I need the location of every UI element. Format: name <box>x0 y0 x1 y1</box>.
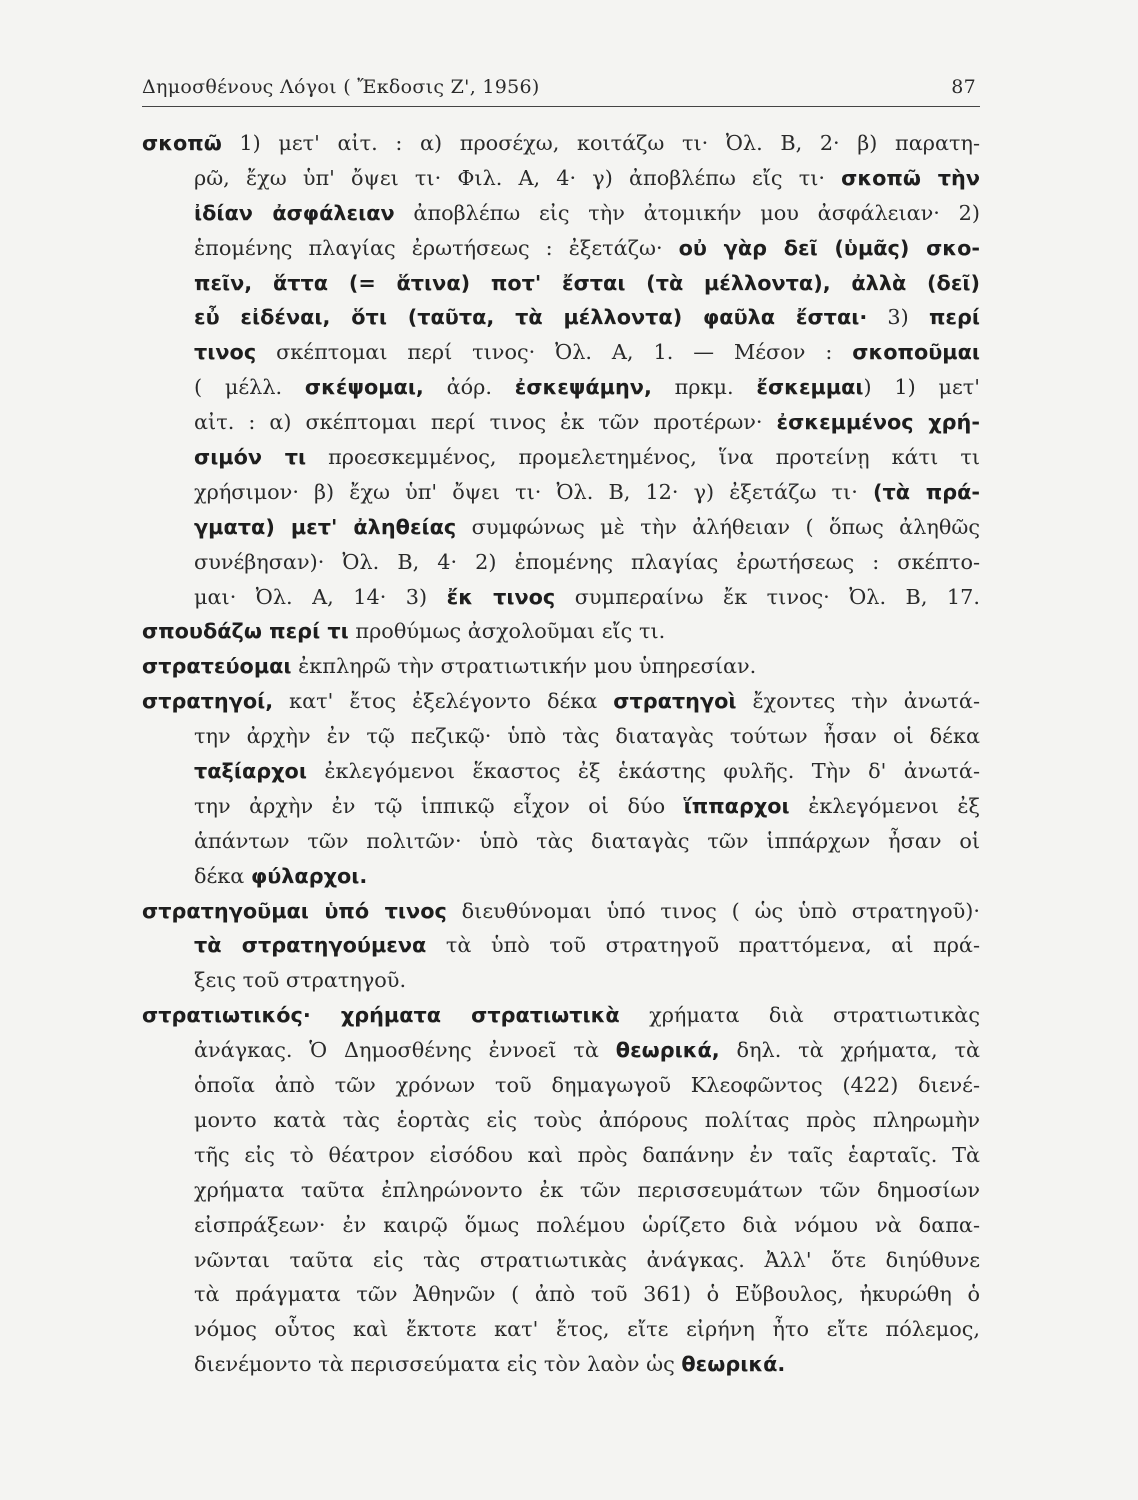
gloss-text: μαι· Ὀλ. Α, 14· 3) <box>194 584 447 609</box>
gloss-text: ) 1) μετ' <box>863 375 980 400</box>
entry-continuation-line <box>142 475 980 510</box>
entry-continuation-line <box>142 719 980 754</box>
entry-continuation-line <box>142 1068 980 1103</box>
entry-continuation-line <box>142 196 980 231</box>
gloss-text: 3) <box>867 305 929 330</box>
gloss-text: χρήματα διὰ στρατιωτικὰς <box>619 1003 980 1028</box>
gloss-text: αἰτ. : α) σκέπτομαι περί τινος ἐκ τῶν προτέρων· <box>194 410 777 435</box>
lemma-text: θεωρικά, <box>615 1038 720 1063</box>
gloss-text: χρήσιμον· β) ἔχω ὑπ' ὄψει τι· Ὀλ. Β, 12· γ) ἐξετάζω τι· <box>194 479 873 504</box>
lemma-text: τὰ στρατηγούμενα <box>194 933 427 958</box>
entry-headword-line <box>142 649 980 684</box>
lemma-text: οὐ γὰρ δεῖ (ὑμᾶς) σκο- <box>678 235 980 260</box>
gloss-text: πρκμ. <box>651 375 757 400</box>
lemma-text: στρατηγοί, <box>142 689 274 714</box>
entry-continuation-line <box>142 300 980 335</box>
gloss-text: ἀποβλέπω εἰς τὴν ἀτομικήν μου ἀσφάλειαν· 2) <box>394 200 980 225</box>
gloss-text: συνέβησαν)· Ὀλ. Β, 4· 2) ἑπομένης πλαγίας ἐρωτήσεως : σκέπτο- <box>194 549 980 574</box>
page-number: 87 <box>951 76 976 98</box>
entry-headword-line <box>142 684 980 719</box>
lemma-text: σπουδάζω περί τι <box>142 619 349 644</box>
running-head <box>142 74 980 107</box>
lemma-text: σιμόν τι <box>194 445 307 470</box>
gloss-text: ἐκλεγόμενοι ἕκαστος ἐξ ἑκάστης φυλῆς. Τὴν δ' ἀνωτά- <box>306 759 980 784</box>
entry-continuation-line <box>142 789 980 824</box>
entry-continuation-line <box>142 824 980 859</box>
entry-continuation-line <box>142 580 980 615</box>
entry-continuation-line <box>142 370 980 405</box>
gloss-text: μοντο κατὰ τὰς ἑορτὰς εἰς τοὺς ἀπόρους πολίτας πρὸς πληρωμὴν <box>194 1107 980 1132</box>
entry-continuation-line <box>142 1208 980 1243</box>
lemma-text: ἔσκεμμαι <box>756 375 864 400</box>
gloss-text: ἑπομένης πλαγίας ἐρωτήσεως : ἐξετάζω· <box>194 235 679 260</box>
lemma-text: εὖ εἰδέναι, ὅτι (ταῦτα, τὰ μέλλοντα) φαῦλα ἔσται· <box>194 305 868 330</box>
lemma-text: ταξίαρχοι <box>194 759 307 784</box>
lemma-text: πεῖν, ἅττα (= ἅτινα) ποτ' ἔσται (τὰ μέλλοντα), ἀλλὰ (δεῖ) <box>194 270 980 295</box>
entry-continuation-line <box>142 859 980 894</box>
dictionary-text <box>142 126 980 1382</box>
entry-continuation-line <box>142 754 980 789</box>
lemma-text: περί <box>928 305 980 330</box>
lemma-text: στρατηγοῦμαι ὑπό τινος <box>142 898 447 923</box>
entry-continuation-line <box>142 335 980 370</box>
entry-headword-line <box>142 126 980 161</box>
entry-continuation-line <box>142 1347 980 1382</box>
entry-continuation-line <box>142 928 980 963</box>
entry-continuation-line <box>142 161 980 196</box>
lemma-text: ἵππαρχοι <box>683 793 790 818</box>
entry-continuation-line <box>142 1277 980 1312</box>
gloss-text: ξεις τοῦ στρατηγοῦ. <box>194 968 407 993</box>
gloss-text: 1) μετ' αἰτ. : α) προσέχω, κοιτάζω τι· Ὀλ. Β, 2· β) παρατη- <box>221 131 980 155</box>
lemma-text: σκέψομαι, <box>304 375 424 400</box>
entry-continuation-line <box>142 510 980 545</box>
entry-headword-line <box>142 998 980 1033</box>
gloss-text: τὰ ὑπὸ τοῦ στρατηγοῦ πραττόμενα, αἱ πρά- <box>426 933 980 958</box>
gloss-text: ρῶ, ἔχω ὑπ' ὄψει τι· Φιλ. Α, 4· γ) ἀποβλέπω εἴς τι· <box>194 165 842 190</box>
gloss-text: χρήματα ταῦτα ἐπληρώνοντο ἐκ τῶν περισσευμάτων τῶν δημοσίων <box>194 1177 980 1202</box>
gloss-text: ἐκπληρῶ τὴν στρατιωτικήν μου ὑπηρεσίαν. <box>291 654 757 679</box>
entry-continuation-line <box>142 440 980 475</box>
gloss-text: συμπεραίνω ἔκ τινος· Ὀλ. Β, 17. <box>555 584 980 609</box>
entry-continuation-line <box>142 1103 980 1138</box>
lemma-text: σκοποῦμαι <box>852 340 980 365</box>
gloss-text: ἁπάντων τῶν πολιτῶν· ὑπὸ τὰς διαταγὰς τῶν ἱππάρχων ἦσαν οἱ <box>194 828 980 853</box>
entry-continuation-line <box>142 963 980 998</box>
gloss-text: νῶνται ταῦτα εἰς τὰς στρατιωτικὰς ἀνάγκας. Ἀλλ' ὅτε διηύθυνε <box>194 1247 980 1272</box>
entry-continuation-line <box>142 266 980 301</box>
gloss-text: σκέπτομαι περί τινος· Ὀλ. Α, 1. — Μέσον : <box>256 340 853 365</box>
entry-continuation-line <box>142 231 980 266</box>
gloss-text: κατ' ἔτος ἐξελέγοντο δέκα <box>273 689 614 714</box>
lemma-text: στρατιωτικός· χρήματα στρατιωτικὰ <box>142 1003 620 1028</box>
gloss-text: δέκα <box>194 863 251 888</box>
book-title: Δημοσθένους Λόγοι ( Ἔκδοσις Ζ', 1956) <box>142 76 540 98</box>
entry-continuation-line <box>142 405 980 440</box>
entry-continuation-line <box>142 545 980 580</box>
lemma-text: σκοπῶ <box>142 131 222 155</box>
lemma-text: ἐσκεμμένος χρή- <box>776 410 980 435</box>
lemma-text: φύλαρχοι. <box>250 863 368 888</box>
gloss-text: την ἀρχὴν ἐν τῷ πεζικῷ· ὑπὸ τὰς διαταγὰς τούτων ἦσαν οἱ δέκα <box>194 724 980 749</box>
entry-continuation-line <box>142 1243 980 1278</box>
lemma-text: ἐσκεψάμην, <box>514 375 652 400</box>
gloss-text: ἀόρ. <box>423 375 515 400</box>
lemma-text: γματα) μετ' ἀληθείας <box>194 514 457 539</box>
gloss-text: προεσκεμμένος, προμελετημένος, ἵνα προτείνῃ κάτι τι <box>306 445 980 470</box>
gloss-text: ἀνάγκας. Ὁ Δημοσθένης ἐννοεῖ τὰ <box>194 1038 616 1063</box>
lemma-text: θεωρικά. <box>681 1352 786 1377</box>
entry-headword-line <box>142 894 980 929</box>
entry-continuation-line <box>142 1033 980 1068</box>
gloss-text: ἔχοντες τὴν ἀνωτά- <box>736 689 980 714</box>
gloss-text: εἰσπράξεων· ἐν καιρῷ ὅμως πολέμου ὡρίζετο διὰ νόμου νὰ δαπα- <box>194 1212 980 1237</box>
gloss-text: συμφώνως μὲ τὴν ἀλήθειαν ( ὅπως ἀληθῶς <box>456 514 980 539</box>
gloss-text: ἐκλεγόμενοι ἐξ <box>789 793 980 818</box>
gloss-text: διευθύνομαι ὑπό τινος ( ὡς ὑπὸ στρατηγοῦ)· <box>446 898 980 923</box>
entry-continuation-line <box>142 1138 980 1173</box>
gloss-text: νόμος οὗτος καὶ ἔκτοτε κατ' ἔτος, εἴτε εἰρήνη ἦτο εἴτε πόλεμος, <box>194 1317 980 1342</box>
gloss-text: τῆς εἰς τὸ θέατρον εἰσόδου καὶ πρὸς δαπάνην ἐν ταῖς ἑαρταῖς. Τὰ <box>194 1142 980 1167</box>
gloss-text: διενέμοντο τὰ περισσεύματα εἰς τὸν λαὸν ὡς <box>194 1352 682 1377</box>
lemma-text: σκοπῶ τὴν <box>841 165 980 190</box>
gloss-text: δηλ. τὰ χρήματα, τὰ <box>719 1038 980 1063</box>
lemma-text: τινος <box>194 340 257 365</box>
lemma-text: (τὰ πρά- <box>872 479 980 504</box>
lemma-text: ἔκ τινος <box>446 584 556 609</box>
gloss-text: την ἀρχὴν ἐν τῷ ἱππικῷ εἶχον οἱ δύο <box>194 793 684 818</box>
entry-continuation-line <box>142 1312 980 1347</box>
lemma-text: ἰδίαν ἀσφάλειαν <box>194 200 395 225</box>
gloss-text: ( μέλλ. <box>194 375 305 400</box>
gloss-text: προθύμως ἀσχολοῦμαι εἴς τι. <box>348 619 666 644</box>
entry-headword-line <box>142 614 980 649</box>
gloss-text: ὁποῖα ἀπὸ τῶν χρόνων τοῦ δημαγωγοῦ Κλεοφῶντος (422) διενέ- <box>194 1073 980 1098</box>
gloss-text: τὰ πράγματα τῶν Ἀθηνῶν ( ἀπὸ τοῦ 361) ὁ Εὔβουλος, ἠκυρώθη ὁ <box>194 1282 980 1307</box>
entry-continuation-line <box>142 1173 980 1208</box>
lemma-text: στρατεύομαι <box>142 654 292 679</box>
lemma-text: στρατηγοὶ <box>613 689 737 714</box>
